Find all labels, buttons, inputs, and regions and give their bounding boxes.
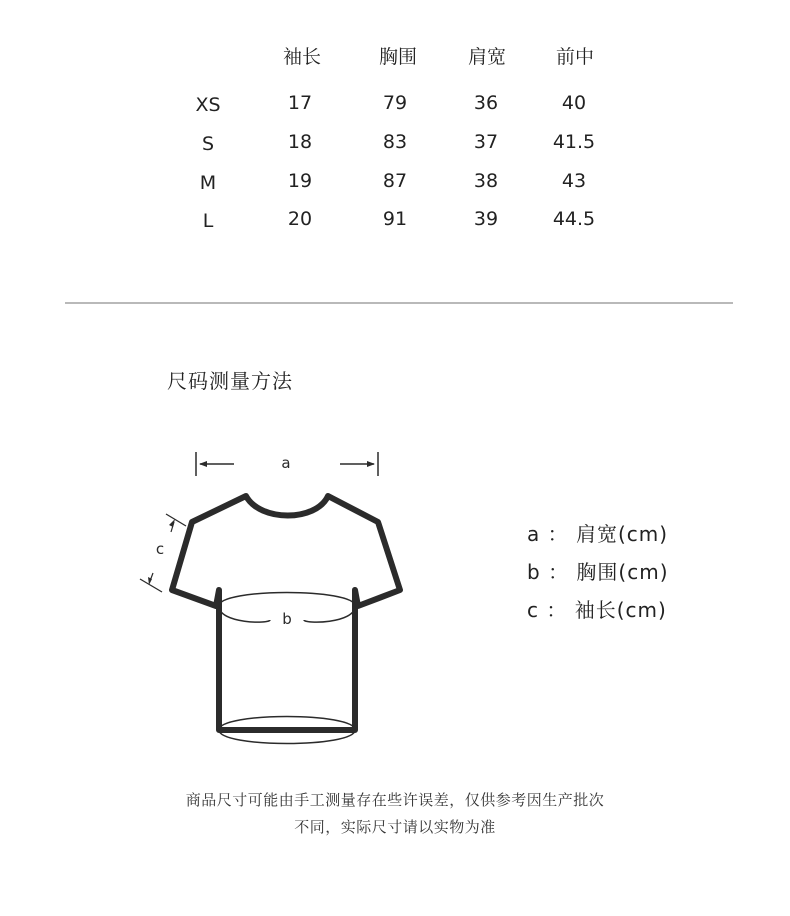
table-cell: 17 [287,92,313,114]
disclaimer-line-1: 商品尺寸可能由手工测量存在些许误差，仅供参考因生产批次 [185,791,605,809]
label-a: a [281,454,291,472]
dimension-b-marker [219,593,355,629]
size-label-m: M [199,172,217,194]
table-cell: 83 [382,131,408,153]
label-b: b [282,610,292,628]
table-cell: 41.5 [552,131,596,153]
legend-label: 肩宽(cm) [575,522,669,546]
legend-sep: ： [547,522,569,546]
legend-label: 胸围(cm) [576,560,669,584]
measurement-method-title: 尺码测量方法 [167,369,293,393]
table-cell: 19 [287,170,313,192]
table-cell: 38 [473,170,499,192]
table-cell: 36 [473,92,499,114]
dimension-a-marker [196,452,378,476]
table-cell: 79 [382,92,408,114]
size-label-s: S [201,133,215,155]
table-cell: 91 [382,208,408,230]
table-cell: 40 [561,92,587,114]
table-cell: 43 [561,170,587,192]
dimension-c-marker [140,514,186,592]
legend-item-c [527,594,667,623]
table-cell: 18 [287,131,313,153]
legend-sep: ： [548,560,570,584]
legend-key: b [527,560,541,584]
header-shoulder-width: 肩宽 [467,46,506,68]
legend-item-b [527,556,669,585]
table-cell: 44.5 [552,208,596,230]
size-label-l: L [202,210,214,232]
label-c: c [155,540,165,558]
legend-item-a [527,518,668,547]
disclaimer-line-2: 不同，实际尺寸请以实物为准 [294,818,496,836]
legend-label: 袖长(cm) [574,598,667,622]
header-chest: 胸围 [378,46,417,68]
legend-sep: ： [546,598,568,622]
table-cell: 20 [287,208,313,230]
size-label-xs: XS [195,94,221,116]
header-front-length: 前中 [555,46,594,68]
tshirt-measurement-diagram [130,440,430,760]
legend-key: a [527,522,541,546]
table-cell: 37 [473,131,499,153]
table-cell: 39 [473,208,499,230]
legend-key: c [527,598,539,622]
header-sleeve-length: 袖长 [282,46,321,68]
table-cell: 87 [382,170,408,192]
section-divider [65,302,733,304]
